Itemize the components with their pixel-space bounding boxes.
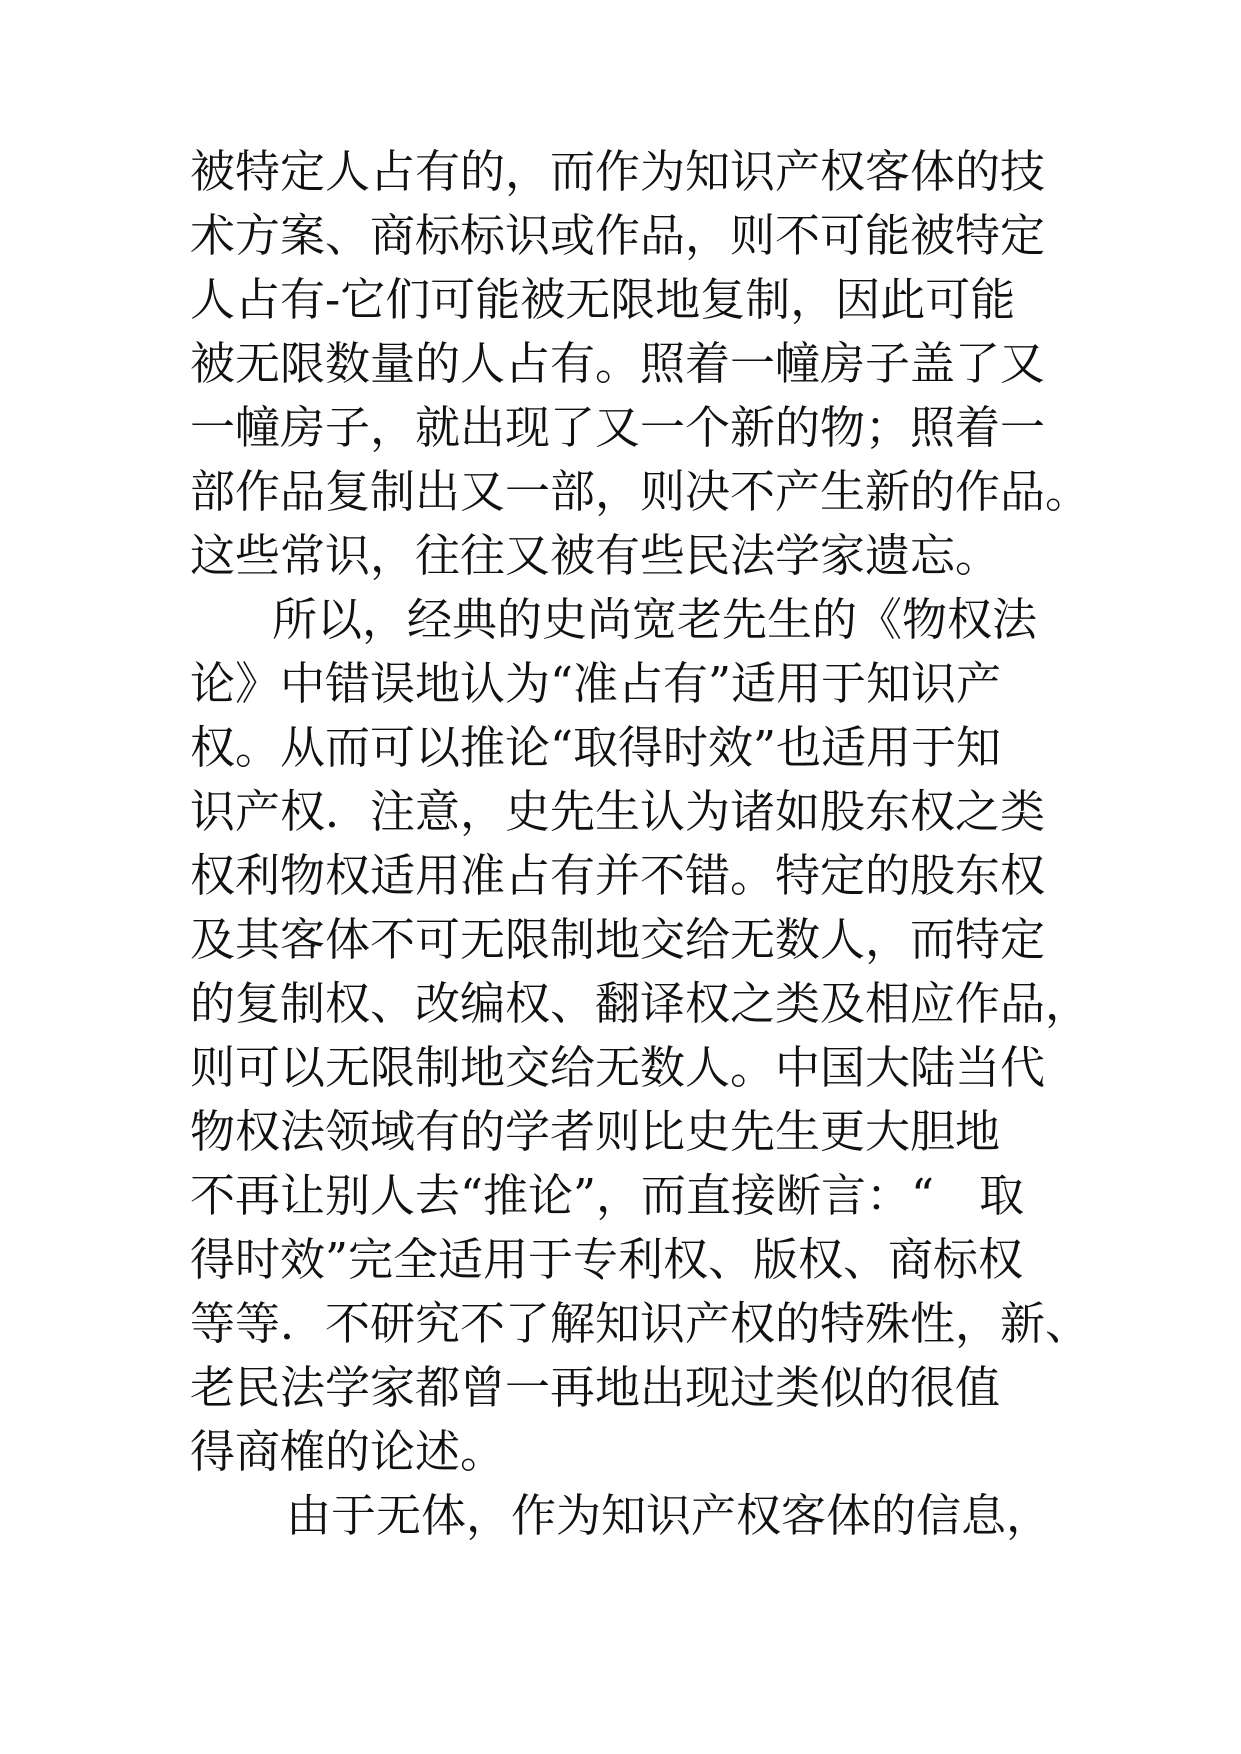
body-text [190,140,1090,1548]
text-line: 部作品复制出又一部，则决不产生新的作品。 [190,465,1091,518]
text-line: 被特定人占有的，而作为知识产权客体的技 [190,145,1046,198]
text-line: 权利物权适用准占有并不错。特定的股东权 [190,849,1046,902]
text-line: 的复制权、改编权、翻译权之类及相应作品， [190,977,1091,1030]
text-line: 及其客体不可无限制地交给无数人，而特定 [190,913,1046,966]
text-line: 术方案、商标标识或作品，则不可能被特定 [190,209,1046,262]
text-line: 物权法领域有的学者则比史先生更大胆地 [190,1105,1001,1158]
paragraph-start-line: 所以，经典的史尚宽老先生的《物权法 [272,593,1038,646]
text-line: 权。从而可以推论“取得时效”也适用于知 [190,721,1002,774]
text-line: 识产权．注意，史先生认为诸如股东权之类 [190,785,1046,838]
text-line: 得商榷的论述。 [190,1425,506,1478]
text-line: 得时效”完全适用于专利权、版权、商标权 [190,1233,1024,1286]
text-line: 则可以无限制地交给无数人。中国大陆当代 [190,1041,1046,1094]
text-line: 不再让别人去“推论”，而直接断言：“ 取 [190,1169,1025,1222]
text-line: 一幢房子，就出现了又一个新的物；照着一 [190,401,1046,454]
text-line: 等等．不研究不了解知识产权的特殊性，新、 [190,1297,1091,1350]
paragraph-start-line: 由于无体，作为知识产权客体的信息， [286,1489,1052,1542]
text-line: 被无限数量的人占有。照着一幢房子盖了又 [190,337,1046,390]
text-line: 这些常识，往往又被有些民法学家遗忘。 [190,529,1001,582]
text-line: 论》中错误地认为“准占有”适用于知识产 [190,657,1002,710]
text-line: 人占有-它们可能被无限地复制，因此可能 [190,273,1016,326]
text-line: 老民法学家都曾一再地出现过类似的很值 [190,1361,1001,1414]
